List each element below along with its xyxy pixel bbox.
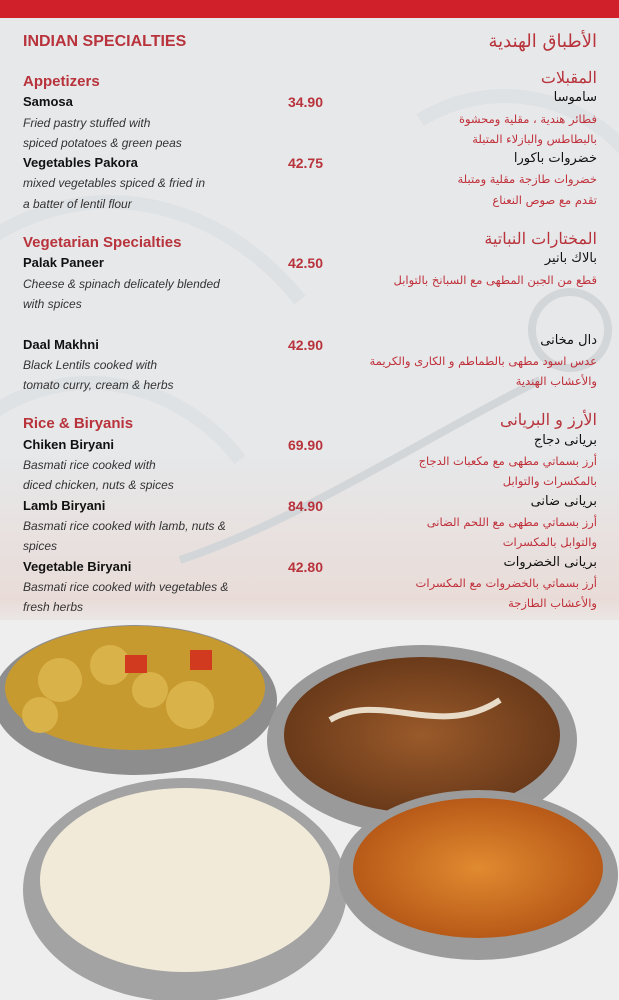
item-description-arabic: والأعشاب الهندية [515,374,597,389]
item-description-arabic: والأعشاب الطازجة [508,596,597,611]
item-name-arabic: بريانى دجاج [533,432,597,448]
item-description-arabic: قطع من الجبن المطهى مع السبانخ بالتوابل [393,272,597,287]
item-description: diced chicken, nuts & spices [23,478,174,493]
item-name-text: Vegetable Biryani [23,558,132,574]
item-name-arabic: بالاك بانير [544,251,597,267]
menu-item [23,253,323,314]
item-description: Cheese & spinach delicately blended [23,276,220,291]
menu-item [23,496,323,557]
menu-item-arabic [335,249,597,290]
item-description: tomato curry, cream & herbs [23,378,174,393]
item-description-arabic: خضروات طازجة مقلية ومتبلة [457,172,597,187]
page-title-english: INDIAN SPECIALTIES [23,33,187,50]
menu-item-arabic [335,331,597,392]
menu-item-arabic [335,553,597,614]
item-name-arabic: بريانى ضانى [530,493,597,509]
item-name [23,253,323,273]
item-description: Basmati rice cooked with [23,458,156,473]
item-name-text: Palak Paneer [23,255,104,271]
menu-section-en [23,72,323,214]
item-name-text: Chiken Biryani [23,436,115,452]
menu-item-arabic [335,431,597,492]
item-name [23,435,323,455]
section-heading: Vegetarian Specialties [23,234,182,252]
item-name-text: Vegetables Pakora [23,155,138,171]
item-description-arabic: أرز بسماتي مطهى مع مكعبات الدجاج [418,454,597,469]
section-heading: Rice & Biryanis [23,415,134,433]
section-heading-arabic: المقبلات [540,68,597,87]
item-description-arabic: بالمكسرات والتوابل [502,474,597,489]
arabic-column [335,28,597,632]
item-name-text: Lamb Biryani [23,497,106,513]
menu-section-ar [335,68,597,210]
item-description-arabic: أرز بسماتي بالخضروات مع المكسرات [415,575,597,590]
item-description: Basmati rice cooked with vegetables & [23,579,229,594]
item-name-arabic: بريانى الخضروات [503,554,597,570]
item-price: 42.90 [287,336,323,353]
menu-item [23,153,323,214]
item-description: Black Lentils cooked with [23,357,158,372]
menu-item [23,92,323,153]
item-name-text: Daal Makhni [23,336,99,352]
item-name-arabic: دال مخانى [540,332,597,348]
item-price: 69.90 [287,436,323,453]
item-description: fresh herbs [23,600,84,615]
item-name [23,557,323,577]
section-heading: Appetizers [23,73,100,90]
item-description: spiced potatoes & green peas [23,135,182,150]
item-price: 84.90 [287,497,323,514]
item-description-arabic: والتوابل بالمكسرات [502,535,597,550]
english-sections [23,72,323,617]
menu-item [23,435,323,496]
menu-item [23,557,323,618]
item-name-arabic: ساموسا [553,90,597,106]
menu-item-arabic [335,492,597,553]
item-price: 42.75 [287,155,323,172]
item-description-arabic: تقدم مع صوص النعناع [492,192,597,207]
menu-item-arabic [335,88,597,149]
item-description: a batter of lentil flour [23,196,132,211]
menu-item-arabic [335,149,597,210]
item-description: Basmati rice cooked with lamb, nuts & [23,518,226,533]
item-name [23,335,323,355]
arabic-sections [335,68,597,613]
item-description: spices [23,539,58,554]
item-price: 34.90 [287,94,323,111]
item-description-arabic: فطائر هندية ، مقلية ومحشوة [458,111,597,126]
item-name-text: Samosa [23,94,73,110]
item-description-arabic: أرز بسماتي مطهى مع اللحم الضانى [426,514,597,529]
item-name [23,496,323,516]
item-name-arabic: خضروات باكورا [513,151,597,167]
item-name [23,92,323,112]
item-description-arabic: بالبطاطس والبازلاء المتبلة [472,131,597,146]
item-description: mixed vegetables spiced & fried in [23,176,206,191]
page-title-arabic: الأطباق الهندية [488,31,597,52]
item-name [23,153,323,173]
item-description-arabic: عدس اسود مطهى بالطماطم و الكارى والكريمة [369,353,597,368]
menu-section-ar [335,410,597,613]
item-description: Fried pastry stuffed with [23,115,151,130]
item-price: 42.80 [287,558,323,575]
item-price: 42.50 [287,255,323,272]
menu-section-en [23,233,323,395]
menu-section-ar [335,229,597,391]
top-red-bar [0,0,619,18]
menu-item [23,335,323,396]
section-heading-arabic: المختارات النباتية [484,229,597,249]
english-column [23,30,323,636]
item-description: with spices [23,296,82,311]
menu-section-en [23,414,323,617]
section-heading-arabic: الأرز و البريانى [499,410,597,430]
